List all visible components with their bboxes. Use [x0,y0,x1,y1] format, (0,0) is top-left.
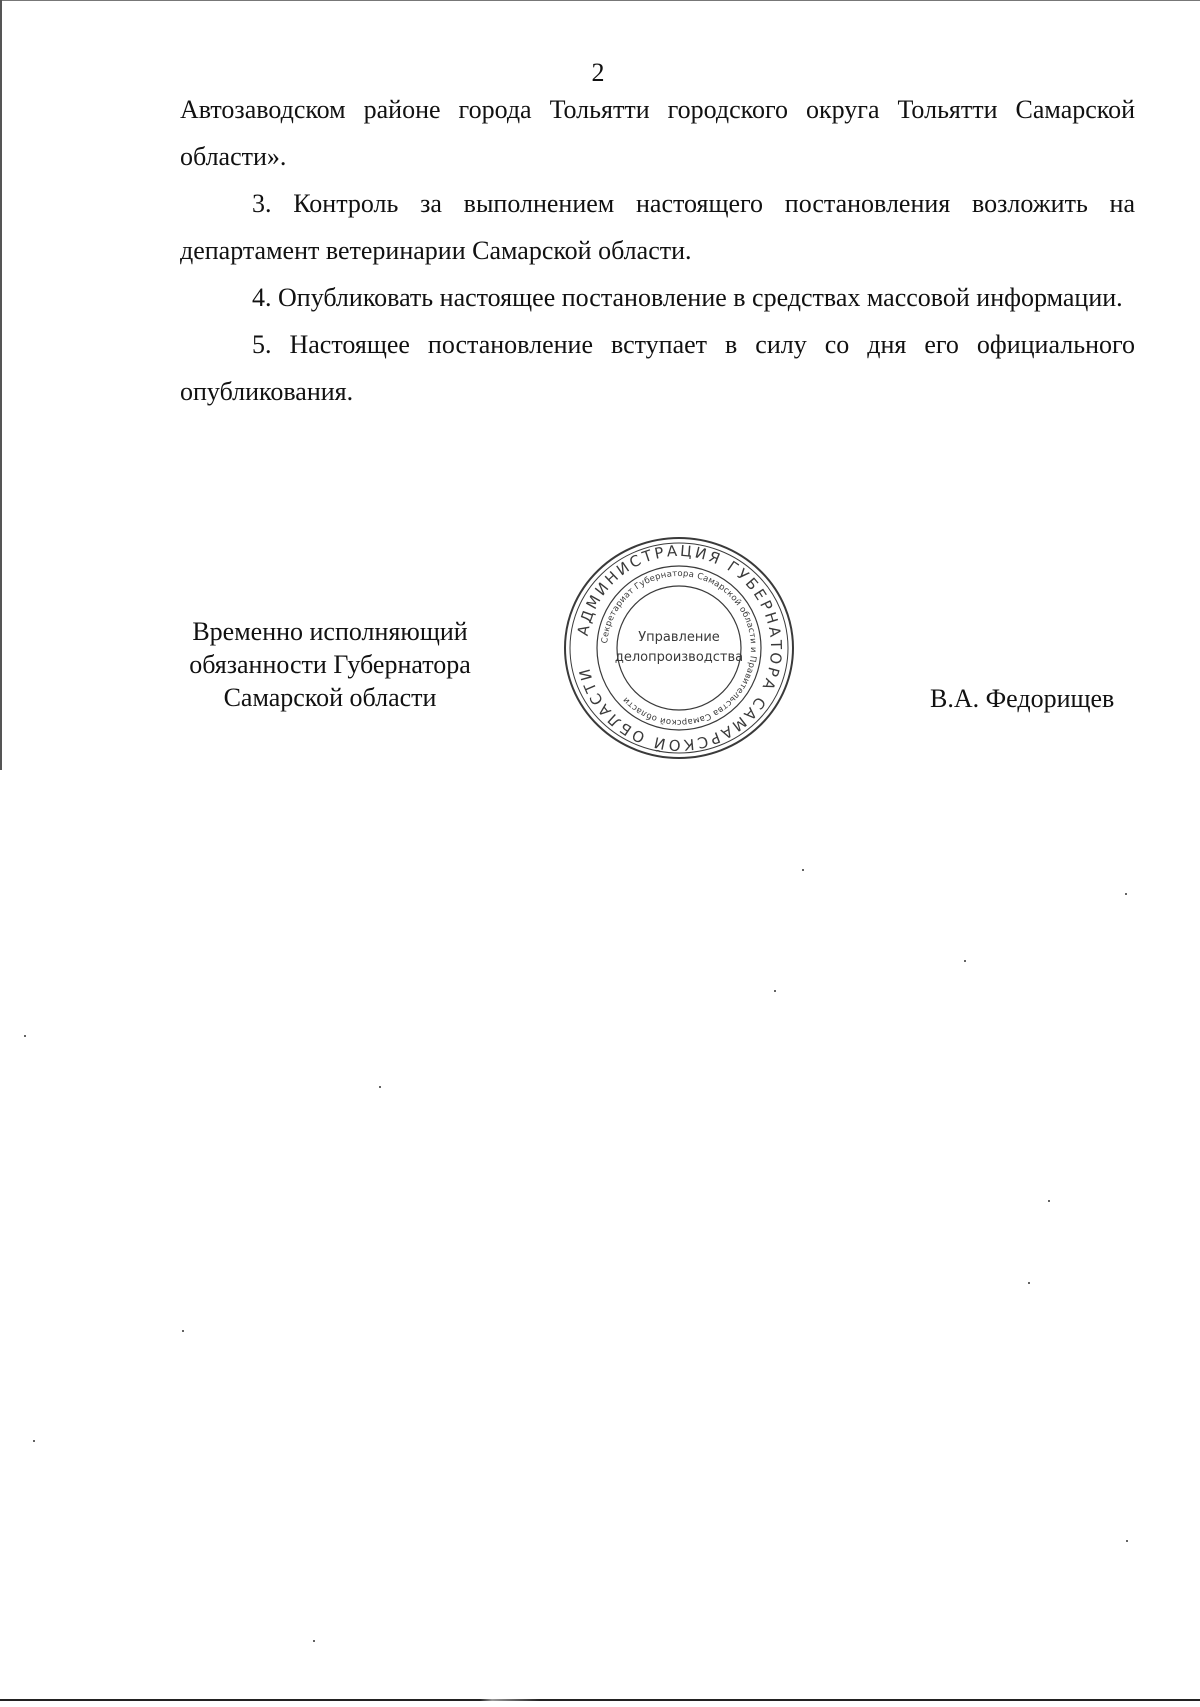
seal-inner-text: Секретариат Губернатора Самарской области и Правительства Самарской области [600,568,759,728]
paragraph-item-5: 5. Настоящее постановление вступает в силу со дня его официального опубликования. [180,330,1135,406]
scan-speck [313,1640,315,1642]
scan-speck [1126,1540,1128,1542]
signer-title-line-2: обязанности Губернатора [189,650,471,679]
seal-inner-ring [614,586,744,710]
scan-speck [182,1330,184,1332]
document-body [180,86,1135,415]
paragraph-item-3: 3. Контроль за выполнением настоящего постановления возложить на департамент ветеринарии Самарской области. [180,189,1135,265]
signer-name: В.А. Федорищев [930,684,1115,713]
scan-speck [1125,893,1127,895]
scan-speck [774,990,776,992]
scan-speck [1028,1282,1030,1284]
scan-speck [33,1440,35,1442]
scan-speck [1048,1200,1050,1202]
page-number: 2 [591,58,605,87]
scan-speck [802,869,804,871]
seal-outer-text: АДМИНИСТРАЦИЯ ГУБЕРНАТОРА САМАРСКОЙ ОБЛАСТИ [573,541,786,755]
scan-edge-left [0,0,2,770]
scan-speck [24,1035,26,1037]
seal-center-line-2: делопроизводства [614,650,744,665]
scan-edge-bottom [0,1699,1200,1701]
signer-title-line-1: Временно исполняющий [192,617,468,646]
signer-title [170,615,490,714]
scan-speck [379,1086,381,1088]
seal-center-line-1: Управление [638,630,720,645]
signer-title-line-3: Самарской области [223,683,437,712]
paragraph-continuation: Автозаводском районе города Тольятти городского округа Тольятти Самарской области». [180,95,1135,171]
seal-middle-ring [597,566,761,730]
paragraph-item-4: 4. Опубликовать настоящее постановление в средствах массовой информации. [252,283,1123,312]
official-seal [562,534,796,762]
scan-speck [964,960,966,962]
scan-edge-top [0,0,1200,1]
